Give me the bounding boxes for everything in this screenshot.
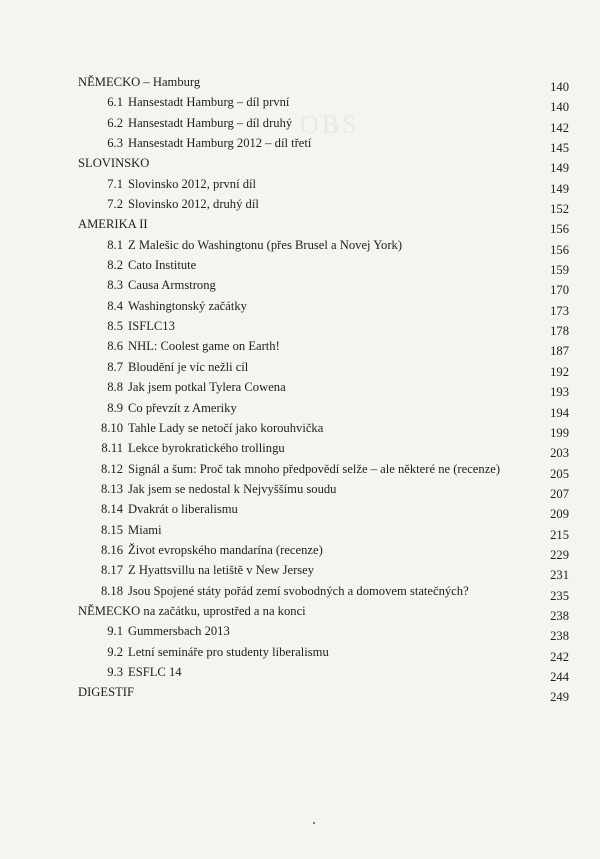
toc-entry-title: Co převzít z Ameriky: [128, 400, 237, 415]
toc-entry: [0, 621, 600, 644]
toc-entry: [0, 255, 600, 278]
toc-page-number: 149: [550, 161, 569, 176]
toc-entry: [0, 662, 600, 682]
toc-entry-number: 8.16: [100, 542, 123, 557]
toc-section: [0, 682, 600, 705]
toc-entry: [0, 459, 600, 479]
toc-entry-number: 9.1: [107, 624, 123, 639]
toc-page-number: 199: [550, 425, 569, 440]
toc-page-number: 231: [550, 568, 569, 583]
toc-page-number: 170: [550, 283, 569, 298]
bleed-through-heading: OBS: [300, 110, 360, 139]
toc-entry-title: Bloudění je víc nežli cíl: [128, 359, 249, 374]
toc-entry-title: Signál a šum: Proč tak mnoho předpovědí selže – ale některé ne (recenze): [128, 461, 501, 476]
toc-page-number: 205: [550, 466, 569, 481]
toc-page-number: 149: [550, 181, 569, 196]
toc-section-title: SLOVINSKO: [78, 156, 150, 171]
toc-entry-title: Hansestadt Hamburg – díl první: [128, 95, 290, 110]
toc-entry: [0, 377, 600, 400]
toc-entry-number: 8.13: [100, 481, 123, 496]
toc-entry-number: 8.17: [100, 563, 123, 578]
toc-section: [0, 601, 600, 621]
toc-entry-number: 8.10: [100, 420, 123, 435]
toc-entry-title: Z Malešic do Washingtonu (přes Brusel a Novej York): [128, 237, 403, 252]
toc-page-number: 209: [550, 507, 569, 522]
toc-section: [0, 214, 600, 237]
toc-entry: [0, 275, 600, 298]
toc-entry-number: 8.4: [107, 298, 123, 313]
toc-section-title: AMERIKA II: [78, 217, 148, 232]
toc-page-number: 193: [550, 385, 569, 400]
toc-entry-number: 8.15: [100, 522, 123, 537]
toc-page-number: 140: [550, 100, 569, 115]
toc-page-number: 156: [550, 222, 569, 237]
toc-entry-number: 8.14: [100, 502, 123, 517]
toc-entry-number: 6.2: [107, 115, 123, 130]
toc-page-number: 187: [550, 344, 569, 359]
toc-page-number: 142: [550, 120, 569, 135]
toc-page-number: 249: [550, 690, 569, 705]
toc-entry-title: Dvakrát o liberalismu: [128, 502, 238, 517]
toc-entry: [0, 520, 600, 540]
toc-entry-number: 8.8: [107, 380, 123, 395]
toc-entry-number: 8.11: [101, 441, 123, 456]
toc-page-number: 242: [550, 649, 569, 664]
toc-entry-title: Miami: [128, 522, 162, 537]
toc-page-number: 238: [550, 629, 569, 644]
toc-page-number: 238: [550, 608, 569, 623]
toc-entry: [0, 133, 600, 156]
page-mark: [313, 822, 315, 824]
toc-entry-number: 8.5: [107, 319, 123, 334]
toc-entry-title: Hansestadt Hamburg – díl druhý: [128, 115, 293, 130]
toc-entry-number: 8.6: [107, 339, 123, 354]
toc-section: [0, 153, 600, 176]
toc-entry-number: 8.9: [107, 400, 123, 415]
toc-entry: [0, 499, 600, 522]
toc-entry: [0, 581, 600, 601]
toc-entry: [0, 398, 600, 418]
toc-page-number: 178: [550, 324, 569, 339]
toc-entry-title: Causa Armstrong: [128, 278, 216, 293]
toc-entry: [0, 438, 600, 461]
toc-page-number: 192: [550, 364, 569, 379]
toc-entry: [0, 336, 600, 359]
toc-page-number: 140: [550, 80, 569, 94]
toc-entry-title: Washingtonský začátky: [128, 298, 247, 313]
toc-entry-number: 8.2: [107, 258, 123, 273]
toc-entry-number: 6.3: [107, 136, 123, 151]
toc-entry-title: Slovinsko 2012, druhý díl: [128, 197, 259, 212]
toc-entry: [0, 113, 600, 133]
toc-section-title: NĚMECKO – Hamburg: [78, 75, 201, 89]
toc-entry-number: 9.2: [107, 644, 123, 659]
toc-entry-title: Jsou Spojené státy pořád zemí svobodných a domovem statečných?: [128, 583, 469, 598]
toc-entry-title: Slovinsko 2012, první díl: [128, 176, 257, 191]
toc-section: [0, 72, 600, 92]
toc-entry-title: Letní semináře pro studenty liberalismu: [128, 644, 329, 659]
toc-entry: [0, 540, 600, 560]
toc-entry-number: 6.1: [107, 95, 123, 110]
toc-page-number: 203: [550, 446, 569, 461]
toc-section-title: DIGESTIF: [78, 685, 134, 700]
toc-entry: [0, 92, 600, 115]
toc-page-number: 173: [550, 303, 569, 318]
toc-page-number: 229: [550, 547, 569, 562]
toc-entry: [0, 357, 600, 377]
toc-page-number: 152: [550, 202, 569, 217]
toc-entry-title: Gummersbach 2013: [128, 624, 230, 639]
toc-page-number: 145: [550, 141, 569, 156]
toc-entry: [0, 316, 600, 339]
toc-entry-number: 8.18: [100, 583, 123, 598]
toc-entry-number: 8.3: [107, 278, 123, 293]
toc-page-number: 215: [550, 527, 569, 542]
toc-page-number: 235: [550, 588, 569, 603]
toc-entry-title: Hansestadt Hamburg 2012 – díl třetí: [128, 136, 312, 151]
toc-entry-title: Cato Institute: [128, 258, 197, 273]
toc-section-title: NĚMECKO na začátku, uprostřed a na konci: [78, 603, 306, 618]
toc-entry-title: Jak jsem se nedostal k Nejvyššímu soudu: [128, 481, 337, 496]
toc-entry-title: Lekce byrokratického trollingu: [128, 441, 285, 456]
toc-entry: [0, 479, 600, 499]
toc-entry-title: Jak jsem potkal Tylera Cowena: [128, 380, 286, 395]
table-of-contents: [0, 72, 600, 703]
toc-entry-number: 8.12: [100, 461, 123, 476]
toc-entry: [0, 296, 600, 316]
toc-entry-title: ISFLC13: [128, 319, 175, 334]
toc-page-number: 244: [550, 669, 569, 684]
toc-entry-number: 8.7: [107, 359, 123, 374]
toc-entry-title: NHL: Coolest game on Earth!: [128, 339, 280, 354]
toc-page-number: 207: [550, 486, 569, 501]
toc-entry-title: Tahle Lady se netočí jako korouhvička: [128, 420, 324, 435]
toc-entry-number: 9.3: [107, 664, 123, 679]
toc-entry: [0, 194, 600, 217]
toc-entry-number: 7.1: [107, 176, 123, 191]
toc-entry: [0, 235, 600, 255]
toc-entry-title: Život evropského mandarína (recenze): [128, 542, 323, 557]
toc-entry-number: 7.2: [107, 197, 123, 212]
toc-entry-title: Z Hyattsvillu na letiště v New Jersey: [128, 563, 315, 578]
toc-entry-title: ESFLC 14: [128, 664, 182, 679]
toc-page-number: 194: [550, 405, 569, 420]
toc-entry: [0, 560, 600, 583]
toc-entry: [0, 174, 600, 194]
toc-entry: [0, 642, 600, 662]
toc-entry: [0, 418, 600, 438]
toc-page-number: 159: [550, 263, 569, 278]
toc-entry-number: 8.1: [107, 237, 123, 252]
toc-page-number: 156: [550, 242, 569, 257]
